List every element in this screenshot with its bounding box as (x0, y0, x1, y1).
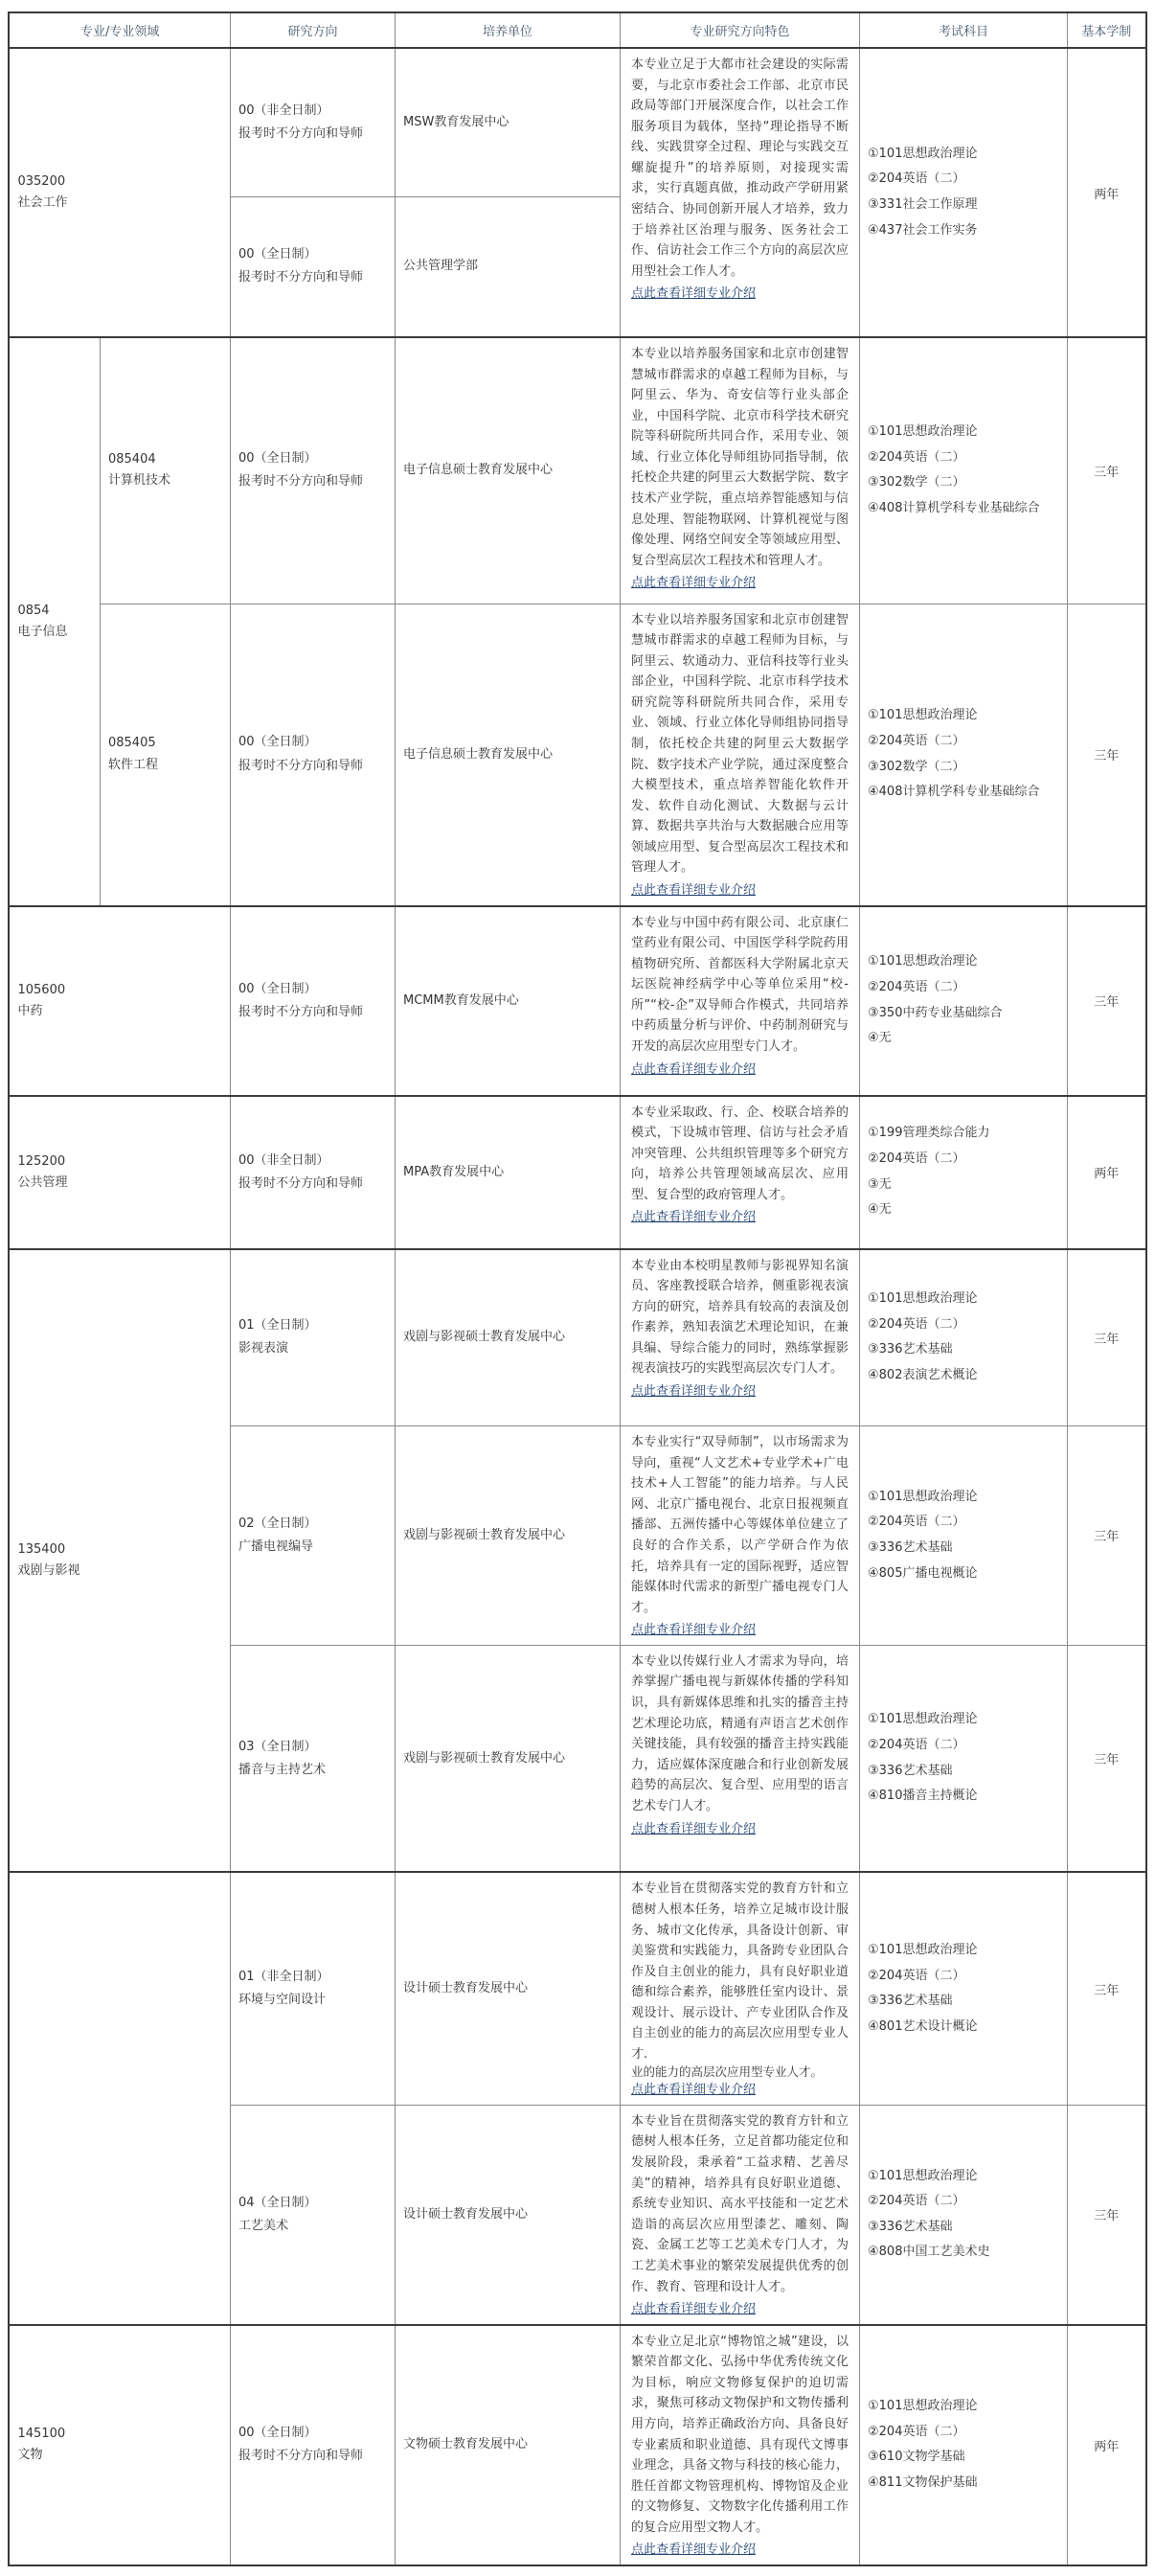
exam-subject: ③350中药专业基础综合 (868, 1005, 1003, 1020)
duration-cell: 三年 (1068, 906, 1146, 1096)
exam-subject: ②204英语（二） (868, 449, 965, 465)
col-header-major: 专业/专业领域 (9, 12, 230, 48)
exam-subject: ③336艺术基础 (868, 1539, 953, 1555)
exam-subject: ①101思想政治理论 (868, 1489, 978, 1504)
exam-subject: ④805广播电视概论 (868, 1565, 978, 1581)
duration-cell: 三年 (1068, 1426, 1146, 1646)
exam-subject: ①101思想政治理论 (868, 2399, 978, 2414)
major-name: 社会工作 (17, 195, 68, 210)
direction-cell (231, 196, 396, 337)
exam-cell (860, 337, 1068, 604)
exam-subject: ③610文物学基础 (868, 2450, 965, 2465)
direction-note: 报考时不分方向和导师 (238, 758, 364, 773)
exam-subject: ②204英语（二） (868, 2424, 965, 2439)
detail-link[interactable]: 点此查看详细专业介绍 (631, 1210, 757, 1225)
direction-note: 报考时不分方向和导师 (238, 2449, 364, 2464)
unit-cell: 设计硕士教育发展中心 (396, 2105, 621, 2324)
feature-text: 本专业以传媒行业人才需求为导向，培养掌握广播电视与新媒体传播的学科知识，具有新媒体思维和扎实的播音主持艺术理论功底，精通有声语言艺术创作关键技能，具有较强的播音主持实践能力，适应媒体深度融合和行业创新发展趋势的高层次、复合型、应用型的语言艺术专门人才。 (631, 1653, 849, 1813)
direction-note: 报考时不分方向和导师 (238, 1004, 364, 1019)
exam-subject: ④811文物保护基础 (868, 2475, 978, 2490)
major-cell (9, 48, 230, 337)
exam-subject: ②204英语（二） (868, 1316, 965, 1332)
major-name: 戏剧与影视 (17, 1562, 80, 1578)
exam-subject: ③336艺术基础 (868, 1342, 953, 1357)
detail-link[interactable]: 点此查看详细专业介绍 (631, 883, 757, 899)
direction-note: 报考时不分方向和导师 (238, 270, 364, 285)
direction-cell (231, 1249, 396, 1426)
duration-cell: 三年 (1068, 604, 1146, 906)
submajor-name: 计算机技术 (107, 473, 170, 489)
exam-subject: ③302数学（二） (868, 475, 965, 490)
exam-cell (860, 2325, 1068, 2565)
exam-cell (860, 2105, 1068, 2324)
feature-cell (621, 2325, 860, 2565)
major-cell (9, 906, 230, 1096)
submajor-name: 软件工程 (107, 757, 158, 772)
detail-link[interactable]: 点此查看详细专业介绍 (631, 1384, 757, 1400)
major-name: 中药 (17, 1003, 43, 1018)
exam-subject: ②204英语（二） (868, 733, 965, 748)
direction-note: 广播电视编导 (238, 1539, 314, 1554)
unit-cell: 设计硕士教育发展中心 (396, 1872, 621, 2105)
direction-note: 工艺美术 (238, 2218, 289, 2233)
submajor-code: 085405 (107, 736, 156, 751)
exam-subject: ③336艺术基础 (868, 1994, 953, 2009)
exam-cell (860, 48, 1068, 337)
duration-cell: 三年 (1068, 1645, 1146, 1872)
feature-cell (621, 2105, 860, 2324)
exam-subject: ②204英语（二） (868, 171, 965, 187)
direction-note: 影视表演 (238, 1341, 289, 1356)
unit-cell: MPA教育发展中心 (396, 1096, 621, 1249)
exam-subject: ①101思想政治理论 (868, 1291, 978, 1307)
exam-subject: ②204英语（二） (868, 1151, 965, 1166)
exam-subject: ③331社会工作原理 (868, 197, 978, 212)
unit-cell: 电子信息硕士教育发展中心 (396, 337, 621, 604)
exam-subject: ④802表演艺术概论 (868, 1367, 978, 1382)
direction-code: 02（全日制） (238, 1516, 317, 1531)
exam-subject: ①101思想政治理论 (868, 954, 978, 969)
major-code: 035200 (17, 173, 66, 189)
feature-cell (621, 1426, 860, 1646)
feature-text: 本专业采取政、行、企、校联合培养的模式，下设城市管理、信访与社会矛盾冲突管理、公共组织管理等多个研究方向，培养公共管理领域高层次、应用型、复合型的政府管理人才。 (631, 1105, 849, 1202)
exam-subject: ③336艺术基础 (868, 2219, 953, 2234)
major-cell (9, 337, 100, 906)
exam-subject: ②204英语（二） (868, 1968, 965, 1983)
duration-cell: 三年 (1068, 337, 1146, 604)
direction-code: 01（非全日制） (238, 1970, 329, 1985)
detail-link[interactable]: 点此查看详细专业介绍 (631, 1061, 757, 1077)
feature-cell (621, 604, 860, 906)
feature-text: 本专业立足北京“博物馆之城”建设，以繁荣首都文化、弘扬中华优秀传统文化为目标，响应文物修复保护的迫切需求，聚焦可移动文物保护和文物传播利用方向，培养正确政治方向、具备良好专业素质和职业道德、具有现代文博事业理念，具备文物与科技的核心能力，胜任首都文物管理机构、博物馆及企业的文物修复、文物数字化传播利用工作的复合应用型文物人才。 (631, 2334, 849, 2535)
major-code: 145100 (17, 2427, 66, 2442)
col-header-exam: 考试科目 (860, 12, 1068, 48)
exam-subject: ②204英语（二） (868, 979, 965, 994)
detail-link[interactable]: 点此查看详细专业介绍 (631, 576, 757, 591)
exam-subject: ②204英语（二） (868, 1737, 965, 1752)
exam-cell (860, 1426, 1068, 1646)
col-header-unit: 培养单位 (396, 12, 621, 48)
exam-subject: ②204英语（二） (868, 1515, 965, 1530)
direction-cell (231, 906, 396, 1096)
direction-code: 03（全日制） (238, 1739, 317, 1754)
submajor-code: 085404 (107, 452, 156, 467)
direction-cell (231, 48, 396, 196)
major-cell (9, 1096, 230, 1249)
direction-cell (231, 2325, 396, 2565)
detail-link[interactable]: 点此查看详细专业介绍 (631, 1623, 757, 1638)
duration-cell: 两年 (1068, 2325, 1146, 2565)
duration-cell: 三年 (1068, 2105, 1146, 2324)
major-cell (9, 1249, 230, 1873)
detail-link[interactable]: 点此查看详细专业介绍 (631, 286, 757, 302)
exam-subject: ④408计算机学科专业基础综合 (868, 500, 1040, 515)
unit-cell: MSW教育发展中心 (396, 48, 621, 196)
subcode-cell (100, 337, 230, 604)
direction-code: 00（全日制） (238, 2426, 317, 2441)
exam-subject: ④801艺术设计概论 (868, 2018, 978, 2034)
exam-cell (860, 1096, 1068, 1249)
direction-code: 01（全日制） (238, 1318, 317, 1334)
exam-subject: ③302数学（二） (868, 759, 965, 774)
feature-text: 本专业立足于大都市社会建设的实际需要，与北京市委社会工作部、北京市民政局等部门开展深度合作，以社会工作服务项目为载体，坚持“理论指导不断线、实践贯穿全过程、理论与实践交互螺旋提升”的培养原则，对接现实需求，实行真题真做，推动政产学研用紧密结合、协同创新开展人才培养，致力于培养社区治理与服务、医务社会工作、信访社会工作三个方向的高层次应用型社会工作人才。 (631, 57, 849, 279)
direction-cell (231, 337, 396, 604)
major-name: 电子信息 (17, 624, 68, 639)
major-cell (9, 2325, 230, 2565)
exam-subject: ①101思想政治理论 (868, 423, 978, 439)
direction-cell (231, 1872, 396, 2105)
major-cell-empty (9, 1872, 230, 2324)
unit-cell: MCMM教育发展中心 (396, 906, 621, 1096)
exam-subject: ①101思想政治理论 (868, 2168, 978, 2183)
major-code: 125200 (17, 1153, 66, 1169)
detail-link[interactable]: 点此查看详细专业介绍 (631, 2302, 757, 2317)
major-code: 135400 (17, 1541, 66, 1557)
feature-text: 本专业以培养服务国家和北京市创建智慧城市群需求的卓越工程师为目标，与阿里云、软通动力、亚信科技等行业头部企业，中国科学院、北京市科学技术研究院等科研院所共同合作，采用专业、领域、行业立体化导师组协同指导制，依托校企共建的阿里云大数据学院、数字技术产业学院，通过深度整合大模型技术，重点培养智能化软件开发、软件自动化测试、大数据与云计算、数据共享共治与大数据融合应用等领域应用型、复合型高层次工程技术和管理人才。 (631, 612, 849, 876)
feature-text: 本专业与中国中药有限公司、北京康仁堂药业有限公司、中国医学科学院药用植物研究所、首都医科大学附属北京天坛医院神经病学中心等单位采用“校-所”“校-企”双导师合作模式，共同培养中药质量分析与评价、中药制剂研究与开发的高层次应用型专门人才。 (631, 915, 849, 1055)
direction-code: 00（全日制） (238, 247, 317, 262)
direction-code: 00（全日制） (238, 981, 317, 996)
major-name: 公共管理 (17, 1174, 68, 1190)
direction-code: 00（非全日制） (238, 103, 329, 118)
detail-link[interactable]: 点此查看详细专业介绍 (631, 2083, 757, 2098)
duration-cell: 三年 (1068, 1249, 1146, 1426)
feature-cell (621, 337, 860, 604)
direction-code: 00（全日制） (238, 735, 317, 750)
direction-note: 播音与主持艺术 (238, 1762, 327, 1777)
direction-code: 00（全日制） (238, 451, 317, 467)
exam-cell (860, 906, 1068, 1096)
exam-cell (860, 1872, 1068, 2105)
major-name: 文物 (17, 2448, 43, 2463)
duration-cell: 三年 (1068, 1872, 1146, 2105)
feature-text: 本专业旨在贯彻落实党的教育方针和立德树人根本任务，培养立足城市设计服务、城市文化传承，具备设计创新、审美鉴赏和实践能力，具备跨专业团队合作及自主创业的能力，具有良好职业道德和综合素养，能够胜任室内设计、景观设计、展示设计、产专业团队合作及自主创业的能力的高层次应用型专业人才. (631, 1881, 849, 2062)
major-code: 105600 (17, 982, 66, 997)
exam-subject: ④437社会工作实务 (868, 222, 978, 238)
direction-code: 04（全日制） (238, 2195, 317, 2210)
feature-cell (621, 1872, 860, 2105)
exam-subject: ①101思想政治理论 (868, 1712, 978, 1727)
col-header-feature: 专业研究方向特色 (621, 12, 860, 48)
direction-code: 00（非全日制） (238, 1152, 329, 1168)
unit-cell: 文物硕士教育发展中心 (396, 2325, 621, 2565)
unit-cell: 电子信息硕士教育发展中心 (396, 604, 621, 906)
exam-subject: ③336艺术基础 (868, 1763, 953, 1778)
feature-cell (621, 48, 860, 337)
exam-subject: ④无 (868, 1031, 892, 1046)
feature-cell (621, 906, 860, 1096)
col-header-duration: 基本学制 (1068, 12, 1146, 48)
exam-subject: ④808中国工艺美术史 (868, 2245, 990, 2260)
program-table (8, 11, 1146, 2566)
direction-cell (231, 1645, 396, 1872)
feature-text: 本专业旨在贯彻落实党的教育方针和立德树人根本任务，立足首都功能定位和发展阶段，秉承着“工益求精、艺善尽美”的精神，培养具有良好职业道德、系统专业知识、高水平技能和一定艺术造诣的高层次应用型漆艺、雕刻、陶瓷、金属工艺等工艺美术专门人才，为工艺美术事业的繁荣发展提供优秀的创作、教育、管理和设计人才。 (631, 2113, 849, 2294)
detail-link[interactable]: 点此查看详细专业介绍 (631, 2542, 757, 2558)
exam-subject: ④408计算机学科专业基础综合 (868, 785, 1040, 800)
direction-cell (231, 1096, 396, 1249)
direction-cell (231, 604, 396, 906)
exam-subject: ①101思想政治理论 (868, 146, 978, 161)
direction-note: 环境与空间设计 (238, 1993, 327, 2008)
unit-cell: 戏剧与影视硕士教育发展中心 (396, 1426, 621, 1646)
duration-cell: 两年 (1068, 1096, 1146, 1249)
exam-cell (860, 1249, 1068, 1426)
exam-cell (860, 604, 1068, 906)
exam-subject: ②204英语（二） (868, 2194, 965, 2209)
feature-text: 本专业由本校明星教师与影视界知名演员、客座教授联合培养，侧重影视表演方向的研究，培养具有较高的表演及创作素养，熟知表演艺术理论知识，在兼具编、导综合能力的同时，熟练掌握影视表演技巧的实践型高层次专门人才。 (631, 1258, 849, 1377)
col-header-direction: 研究方向 (231, 12, 396, 48)
duration-cell: 两年 (1068, 48, 1146, 337)
direction-note: 报考时不分方向和导师 (238, 1175, 364, 1191)
direction-cell (231, 2105, 396, 2324)
exam-subject: ①101思想政治理论 (868, 1942, 978, 1957)
exam-subject: ④无 (868, 1202, 892, 1218)
feature-text: 本专业以培养服务国家和北京市创建智慧城市群需求的卓越工程师为目标，与阿里云、华为、奇安信等行业头部企业，中国科学院、北京市科学技术研究院等科研院所共同合作，采用专业、领域、行业立体化导师组协同指导制，依托校企共建的阿里云大数据学院、数字技术产业学院，重点培养智能感知与信息处理、智能物联网、计算机视觉与图像处理、网络空间安全等领域应用型、复合型高层次工程技术和管理人才。 (631, 347, 849, 568)
exam-subject: ④810播音主持概论 (868, 1789, 978, 1804)
exam-subject: ①101思想政治理论 (868, 708, 978, 723)
unit-cell: 戏剧与影视硕士教育发展中心 (396, 1645, 621, 1872)
subcode-cell (100, 604, 230, 906)
unit-cell: 公共管理学部 (396, 196, 621, 337)
major-code: 0854 (17, 603, 50, 618)
feature-cell (621, 1645, 860, 1872)
exam-subject: ①199管理类综合能力 (868, 1126, 990, 1141)
feature-text-overlap: 业的能力的高层次应用型专业人才。 (631, 2063, 824, 2079)
feature-text: 本专业实行“双导师制”，以市场需求为导向，重视“人文艺术+专业学术+广电技术+人工智能”的能力培养。与人民网、北京广播电视台、北京日报视频直播部、五洲传播中心等媒体单位建立了良好的合作关系，以产学研合作为依托，培养具有一定的国际视野，适应智能媒体时代需求的新型广播电视专门人才。 (631, 1435, 849, 1615)
direction-note: 报考时不分方向和导师 (238, 125, 364, 141)
direction-note: 报考时不分方向和导师 (238, 474, 364, 490)
direction-cell (231, 1426, 396, 1646)
feature-cell (621, 1096, 860, 1249)
exam-cell (860, 1645, 1068, 1872)
exam-subject: ③无 (868, 1176, 892, 1192)
feature-cell (621, 1249, 860, 1426)
detail-link[interactable]: 点此查看详细专业介绍 (631, 1821, 757, 1836)
unit-cell: 戏剧与影视硕士教育发展中心 (396, 1249, 621, 1426)
